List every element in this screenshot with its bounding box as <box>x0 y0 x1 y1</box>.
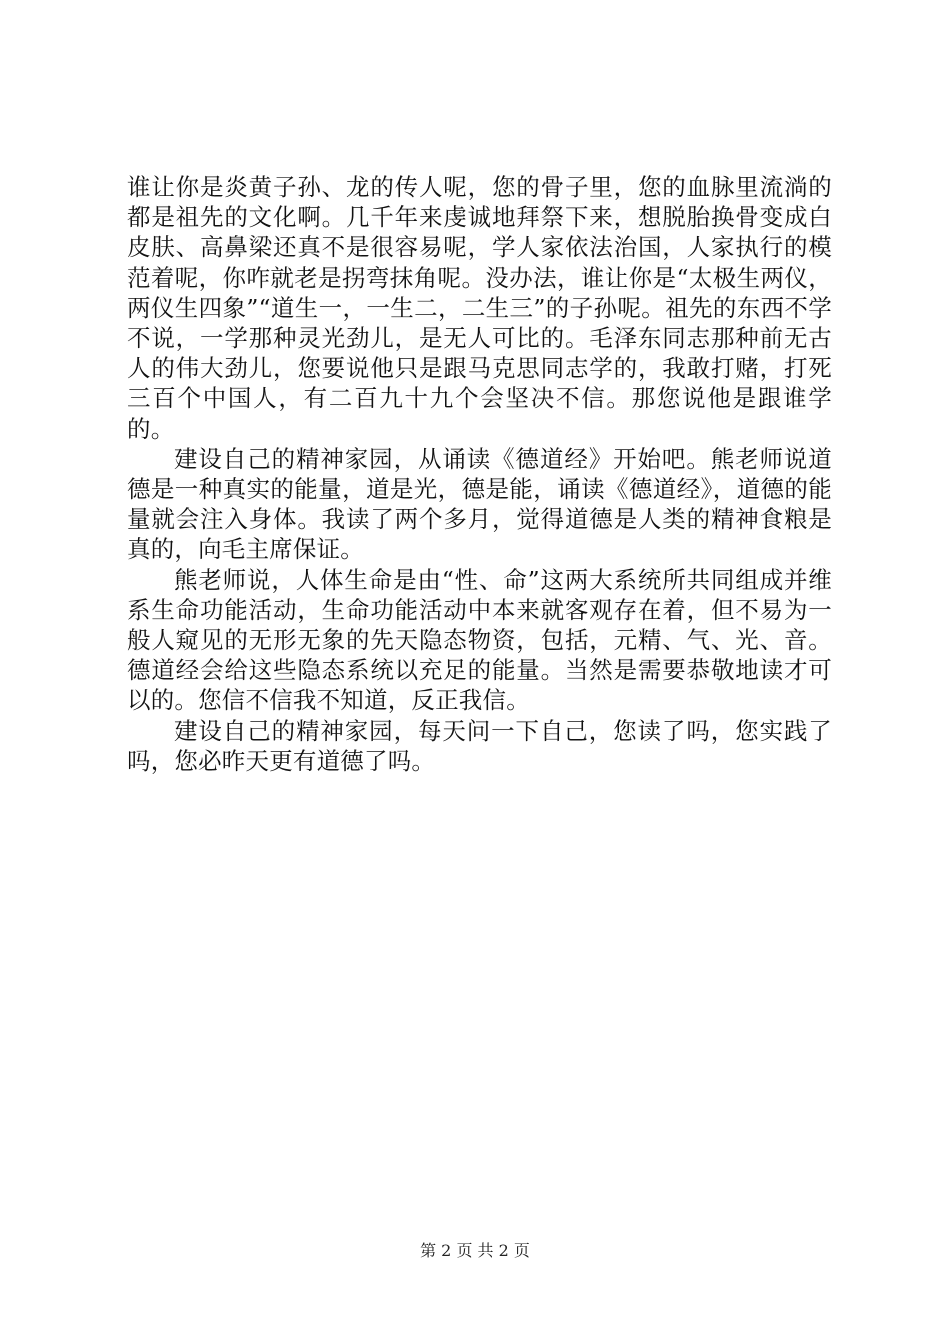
body-text <box>127 172 832 776</box>
paragraph-2: 建设自己的精神家园，从诵读《德道经》开始吧。熊老师说道德是一种真实的能量，道是光，德是能，诵读《德道经》，道德的能量就会注入身体。我读了两个多月，觉得道德是人类的精神食粮是真的，向毛主席保证。 <box>127 444 832 564</box>
paragraph-1: 谁让你是炎黄子孙、龙的传人呢，您的骨子里，您的血脉里流淌的都是祖先的文化啊。几千年来虔诚地拜祭下来，想脱胎换骨变成白皮肤、高鼻梁还真不是很容易呢，学人家依法治国，人家执行的模范着呢，你咋就老是拐弯抹角呢。没办法，谁让你是“太极生两仪，两仪生四象”“道生一，一生二，二生三”的子孙呢。祖先的东西不学不说，一学那种灵光劲儿，是无人可比的。毛泽东同志那种前无古人的伟大劲儿，您要说他只是跟马克思同志学的，我敢打赌，打死三百个中国人，有二百九十九个会坚决不信。那您说他是跟谁学的。 <box>127 173 832 443</box>
page-number-footer: 第 2 页 共 2 页 <box>420 1241 530 1260</box>
paragraph-4: 建设自己的精神家园，每天问一下自己，您读了吗，您实践了吗，您必昨天更有道德了吗。 <box>127 716 832 775</box>
paragraph-3: 熊老师说，人体生命是由“性、命”这两大系统所共同组成并维系生命功能活动，生命功能活动中本来就客观存在着，但不易为一般人窥见的无形无象的先天隐态物资，包括，元精、气、光、音。德道经会给这些隐态系统以充足的能量。当然是需要恭敬地读才可以的。您信不信我不知道，反正我信。 <box>127 565 832 715</box>
